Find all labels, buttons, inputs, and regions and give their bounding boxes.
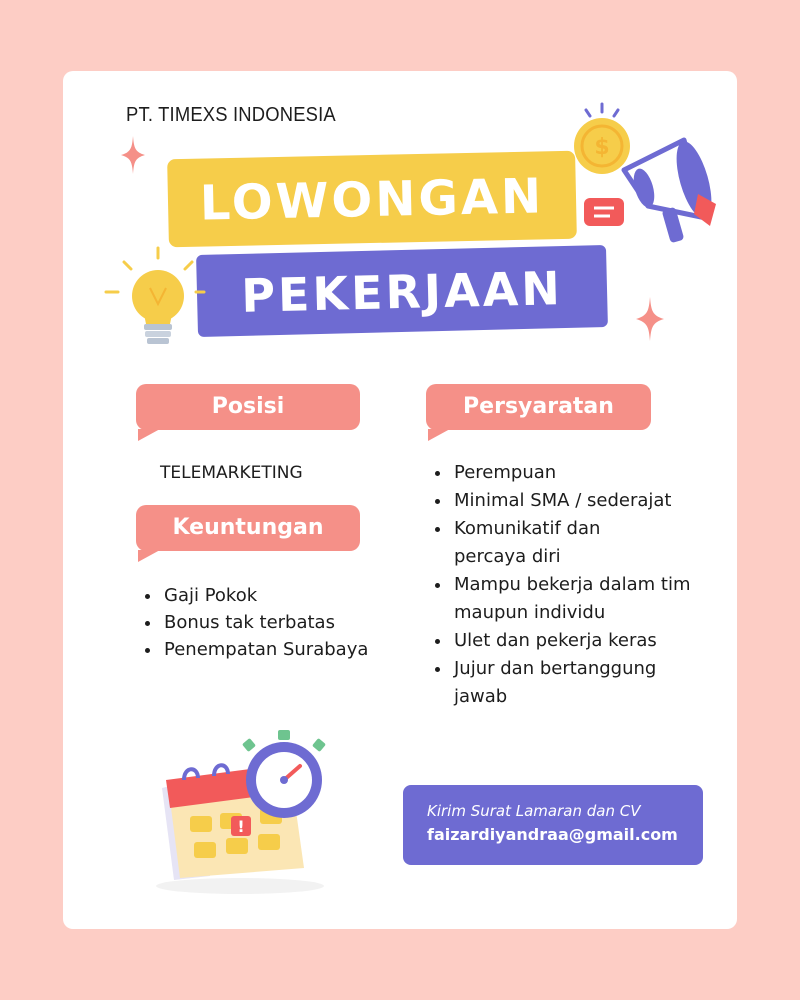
speech-tail (138, 429, 160, 441)
contact-email[interactable]: faizardiyandraa@gmail.com (427, 825, 678, 844)
speech-tail (428, 429, 450, 441)
persyaratan-list (428, 459, 732, 711)
contact-box (403, 785, 703, 865)
sparkle-icon (121, 136, 145, 174)
sparkle-icon (636, 296, 664, 342)
persyaratan-heading (426, 384, 651, 430)
lightbulb-icon (100, 244, 210, 352)
svg-text:$: $ (594, 135, 610, 160)
list-item: • Penempatan Surabaya (162, 636, 432, 663)
list-item: • Bonus tak terbatas (162, 609, 432, 636)
megaphone-icon (566, 100, 726, 250)
keuntungan-list (138, 582, 432, 663)
stopwatch-icon (236, 728, 332, 824)
posisi-title: Posisi (211, 394, 285, 419)
list-item: • Perempuan (452, 459, 732, 487)
headline-line1: LOWONGAN (199, 168, 545, 232)
list-item: • Minimal SMA / sederajat (452, 487, 732, 515)
keuntungan-title: Keuntungan (172, 515, 324, 540)
company-name: PT. TIMEXS INDONESIA (126, 104, 336, 126)
speech-tail (138, 550, 160, 562)
posisi-heading (136, 384, 360, 430)
headline-line2: PEKERJAAN (240, 261, 564, 323)
posisi-value: TELEMARKETING (160, 463, 303, 483)
list-item: • Ulet dan pekerja keras (452, 627, 732, 655)
keuntungan-heading (136, 505, 360, 551)
persyaratan-title: Persyaratan (463, 394, 614, 419)
svg-text:!: ! (237, 817, 245, 836)
list-item: • Gaji Pokok (162, 582, 432, 609)
list-item: • Jujur dan bertanggung jawab (452, 655, 704, 711)
list-item: • Komunikatif dan percaya diri (452, 515, 644, 571)
list-item: • Mampu bekerja dalam tim maupun individu (452, 571, 694, 627)
contact-caption: Kirim Surat Lamaran dan CV (427, 802, 641, 820)
